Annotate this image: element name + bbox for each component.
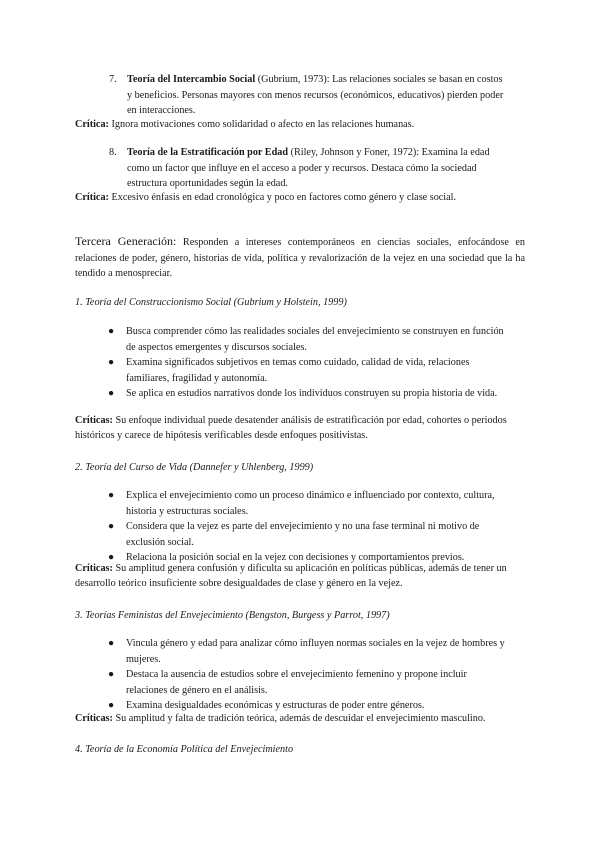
item-number: 7.	[109, 74, 117, 85]
theory-heading-4: 4. Teoría de la Economía Política del Envejecimiento	[75, 744, 294, 755]
list-item: ● Considera que la vejez es parte del envejecimiento y no una fase terminal ni motivo de exclusión social.	[108, 521, 480, 548]
item-text: (Riley, Johnson y Foner, 1972): Examina la edad como un factor que influye en el acceso a poder y recursos. Destaca cómo la sociedad estructura oportunidades según la edad.	[127, 147, 490, 189]
bullet-icon: ●	[108, 357, 115, 368]
bullet-icon: ●	[108, 490, 115, 501]
theory-item-7	[109, 72, 509, 119]
theory-heading-2: 2. Teoría del Curso de Vida (Dannefer y Uhlenberg, 1999)	[75, 462, 314, 473]
list-item: ● Explica el envejecimiento como un proceso dinámico e influenciado por contexto, cultura, historia y estructuras sociales.	[108, 490, 495, 517]
list-item: ● Destaca la ausencia de estudios sobre el envejecimiento femenino y propone incluir relaciones de género en el análisis.	[108, 669, 467, 696]
theory-2-critique	[75, 561, 525, 591]
list-item: ● Vincula género y edad para analizar cómo influyen normas sociales en la vejez de hombres y mujeres.	[108, 638, 505, 665]
theory-1-critique	[75, 413, 525, 443]
list-item: ● Se aplica en estudios narrativos donde los individuos construyen su propia historia de vida.	[108, 386, 508, 402]
critique-label: Críticas:	[75, 713, 113, 724]
bullet-icon: ●	[108, 326, 115, 337]
bullet-icon: ●	[108, 388, 115, 399]
critique-label: Crítica:	[75, 192, 109, 203]
critique-label: Críticas:	[75, 415, 113, 426]
section-title: Tercera Generación:	[75, 234, 177, 248]
third-generation-paragraph	[75, 234, 525, 282]
item-text: (Gubrium, 1973): Las relaciones sociales se basan en costos y beneficios. Personas mayores con menos recursos (económicos, educativos) pierden poder en interacciones.	[127, 74, 504, 116]
list-item: ● Examina significados subjetivos en temas como cuidado, calidad de vida, relaciones familiares, fragilidad y autonomía.	[108, 357, 470, 384]
theory-2-bullets	[108, 488, 508, 566]
bullet-icon: ●	[108, 700, 115, 711]
section-text: Responden a intereses contemporáneos en ciencias sociales, enfocándose en relaciones de poder, género, historias de vida, política y revalorización de la vejez en una sociedad que la ha tendido a menospreciar.	[75, 237, 525, 279]
theory-item-8	[109, 145, 509, 192]
bullet-icon: ●	[108, 521, 115, 532]
item-title: Teoría del Intercambio Social	[127, 74, 256, 85]
critique-text: Su amplitud genera confusión y dificulta su aplicación en políticas públicas, además de tener un desarrollo teórico insuficiente sobre desigualdades de clase y género en la vejez.	[75, 563, 507, 589]
list-item: ● Examina desigualdades económicas y estructuras de poder entre géneros.	[108, 698, 508, 714]
theory-1-bullets	[108, 324, 508, 402]
bullet-icon: ●	[108, 669, 115, 680]
critique-7	[75, 117, 525, 132]
list-item: ● Busca comprender cómo las realidades sociales del envejecimiento se construyen en función de aspectos emergentes y discursos sociales.	[108, 326, 504, 353]
critique-text: Su enfoque individual puede desatender análisis de estratificación por edad, cohortes o periodos históricos y carece de hipótesis verificables desde enfoques positivistas.	[75, 415, 507, 441]
item-body	[127, 72, 509, 119]
critique-8	[75, 190, 525, 205]
theory-heading-3: 3. Teorías Feministas del Envejecimiento (Bengston, Burgess y Parrot, 1997)	[75, 610, 390, 621]
item-title: Teoría de la Estratificación por Edad	[127, 147, 289, 158]
item-number: 8.	[109, 147, 117, 158]
theory-3-bullets	[108, 636, 508, 714]
critique-text: Su amplitud y falta de tradición teórica, además de descuidar el envejecimiento masculino.	[112, 713, 486, 724]
critique-label: Crítica:	[75, 119, 109, 130]
theory-3-critique	[75, 711, 525, 726]
bullet-icon: ●	[108, 638, 115, 649]
list-item: ● Relaciona la posición social en la vejez con decisiones y comportamientos previos.	[108, 550, 508, 566]
critique-text: Ignora motivaciones como solidaridad o afecto en las relaciones humanas.	[108, 119, 415, 130]
item-body	[127, 145, 509, 192]
critique-label: Críticas:	[75, 563, 113, 574]
bullet-icon: ●	[108, 552, 115, 563]
theory-heading-1: 1. Teoría del Construccionismo Social (Gubrium y Holstein, 1999)	[75, 297, 347, 308]
critique-text: Excesivo énfasis en edad cronológica y poco en factores como género y clase social.	[108, 192, 457, 203]
